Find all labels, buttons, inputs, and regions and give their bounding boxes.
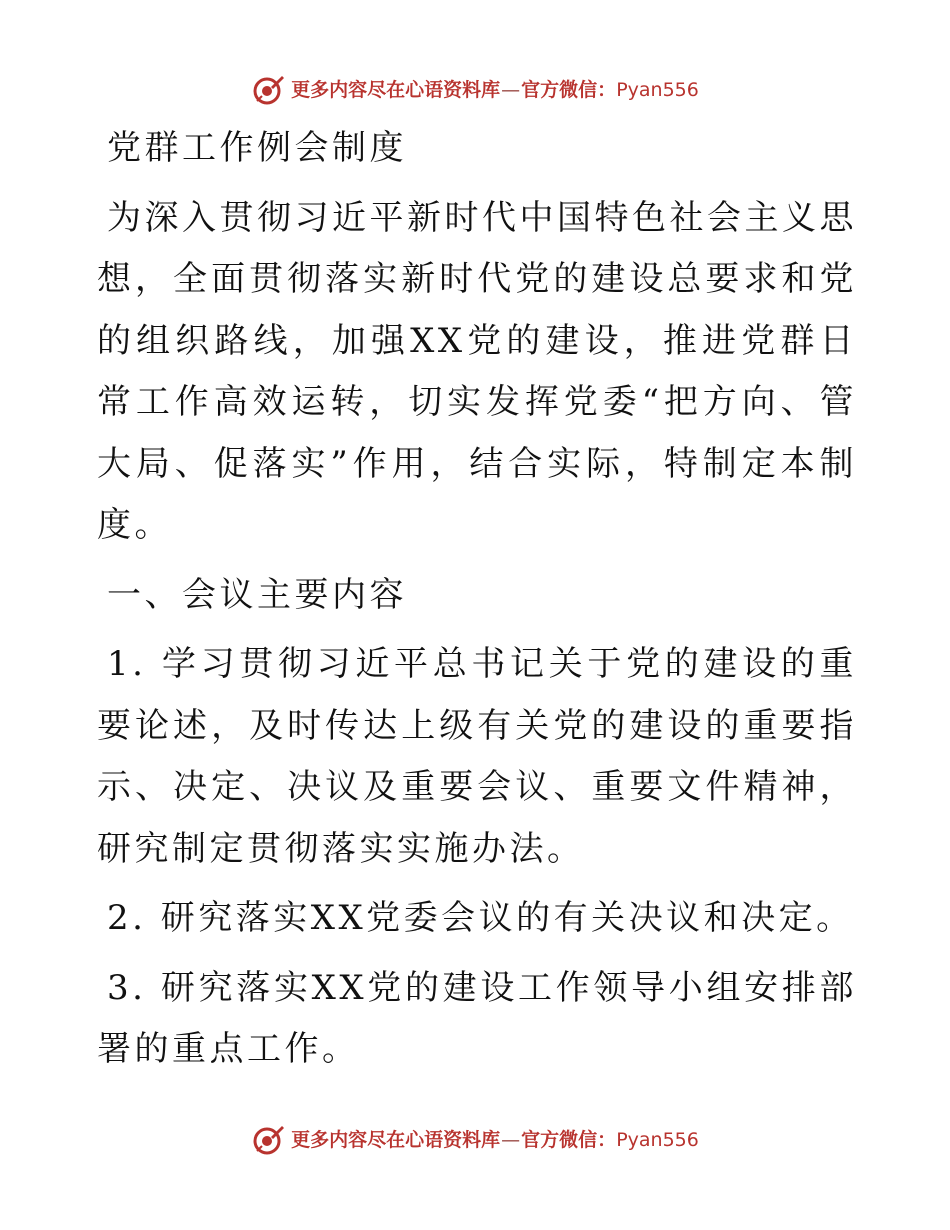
quill-seal-icon — [251, 1123, 285, 1157]
header-banner — [0, 70, 950, 110]
list-item: 2. 研究落实XX党委会议的有关决议和决定。 — [107, 898, 854, 938]
banner-wechat-id: Pyan556 — [616, 1128, 699, 1151]
section-heading: 一、会议主要内容 — [107, 574, 407, 615]
document-body — [97, 118, 857, 1089]
document-title: 党群工作例会制度 — [107, 128, 407, 168]
list-item: 1. 学习贯彻习近平总书记关于党的建设的重要论述，及时传达上级有关党的建设的重要指示、决定、决议及重要会议、重要文件精神，研究制定贯彻落实实施办法。 — [97, 644, 857, 869]
banner-separator: — — [501, 1128, 521, 1151]
banner-main-text: 更多内容尽在心语资料库 — [291, 78, 501, 101]
banner-separator: — — [501, 78, 521, 101]
banner-main-text: 更多内容尽在心语资料库 — [291, 1128, 501, 1151]
banner-wechat-id: Pyan556 — [616, 78, 699, 101]
banner-wechat-label: 官方微信： — [521, 1128, 617, 1151]
list-item: 3. 研究落实XX党的建设工作领导小组安排部署的重点工作。 — [97, 967, 857, 1069]
banner-text — [291, 78, 699, 101]
banner-wechat-label: 官方微信： — [521, 78, 617, 101]
footer-banner — [0, 1120, 950, 1160]
intro-paragraph: 为深入贯彻习近平新时代中国特色社会主义思想，全面贯彻落实新时代党的建设总要求和党的组织路线，加强XX党的建设，推进党群日常工作高效运转，切实发挥党委“把方向、管大局、促落实”作用，结合实际，特制定本制度。 — [97, 197, 857, 545]
quill-seal-icon — [251, 73, 285, 107]
banner-text — [291, 1128, 699, 1151]
